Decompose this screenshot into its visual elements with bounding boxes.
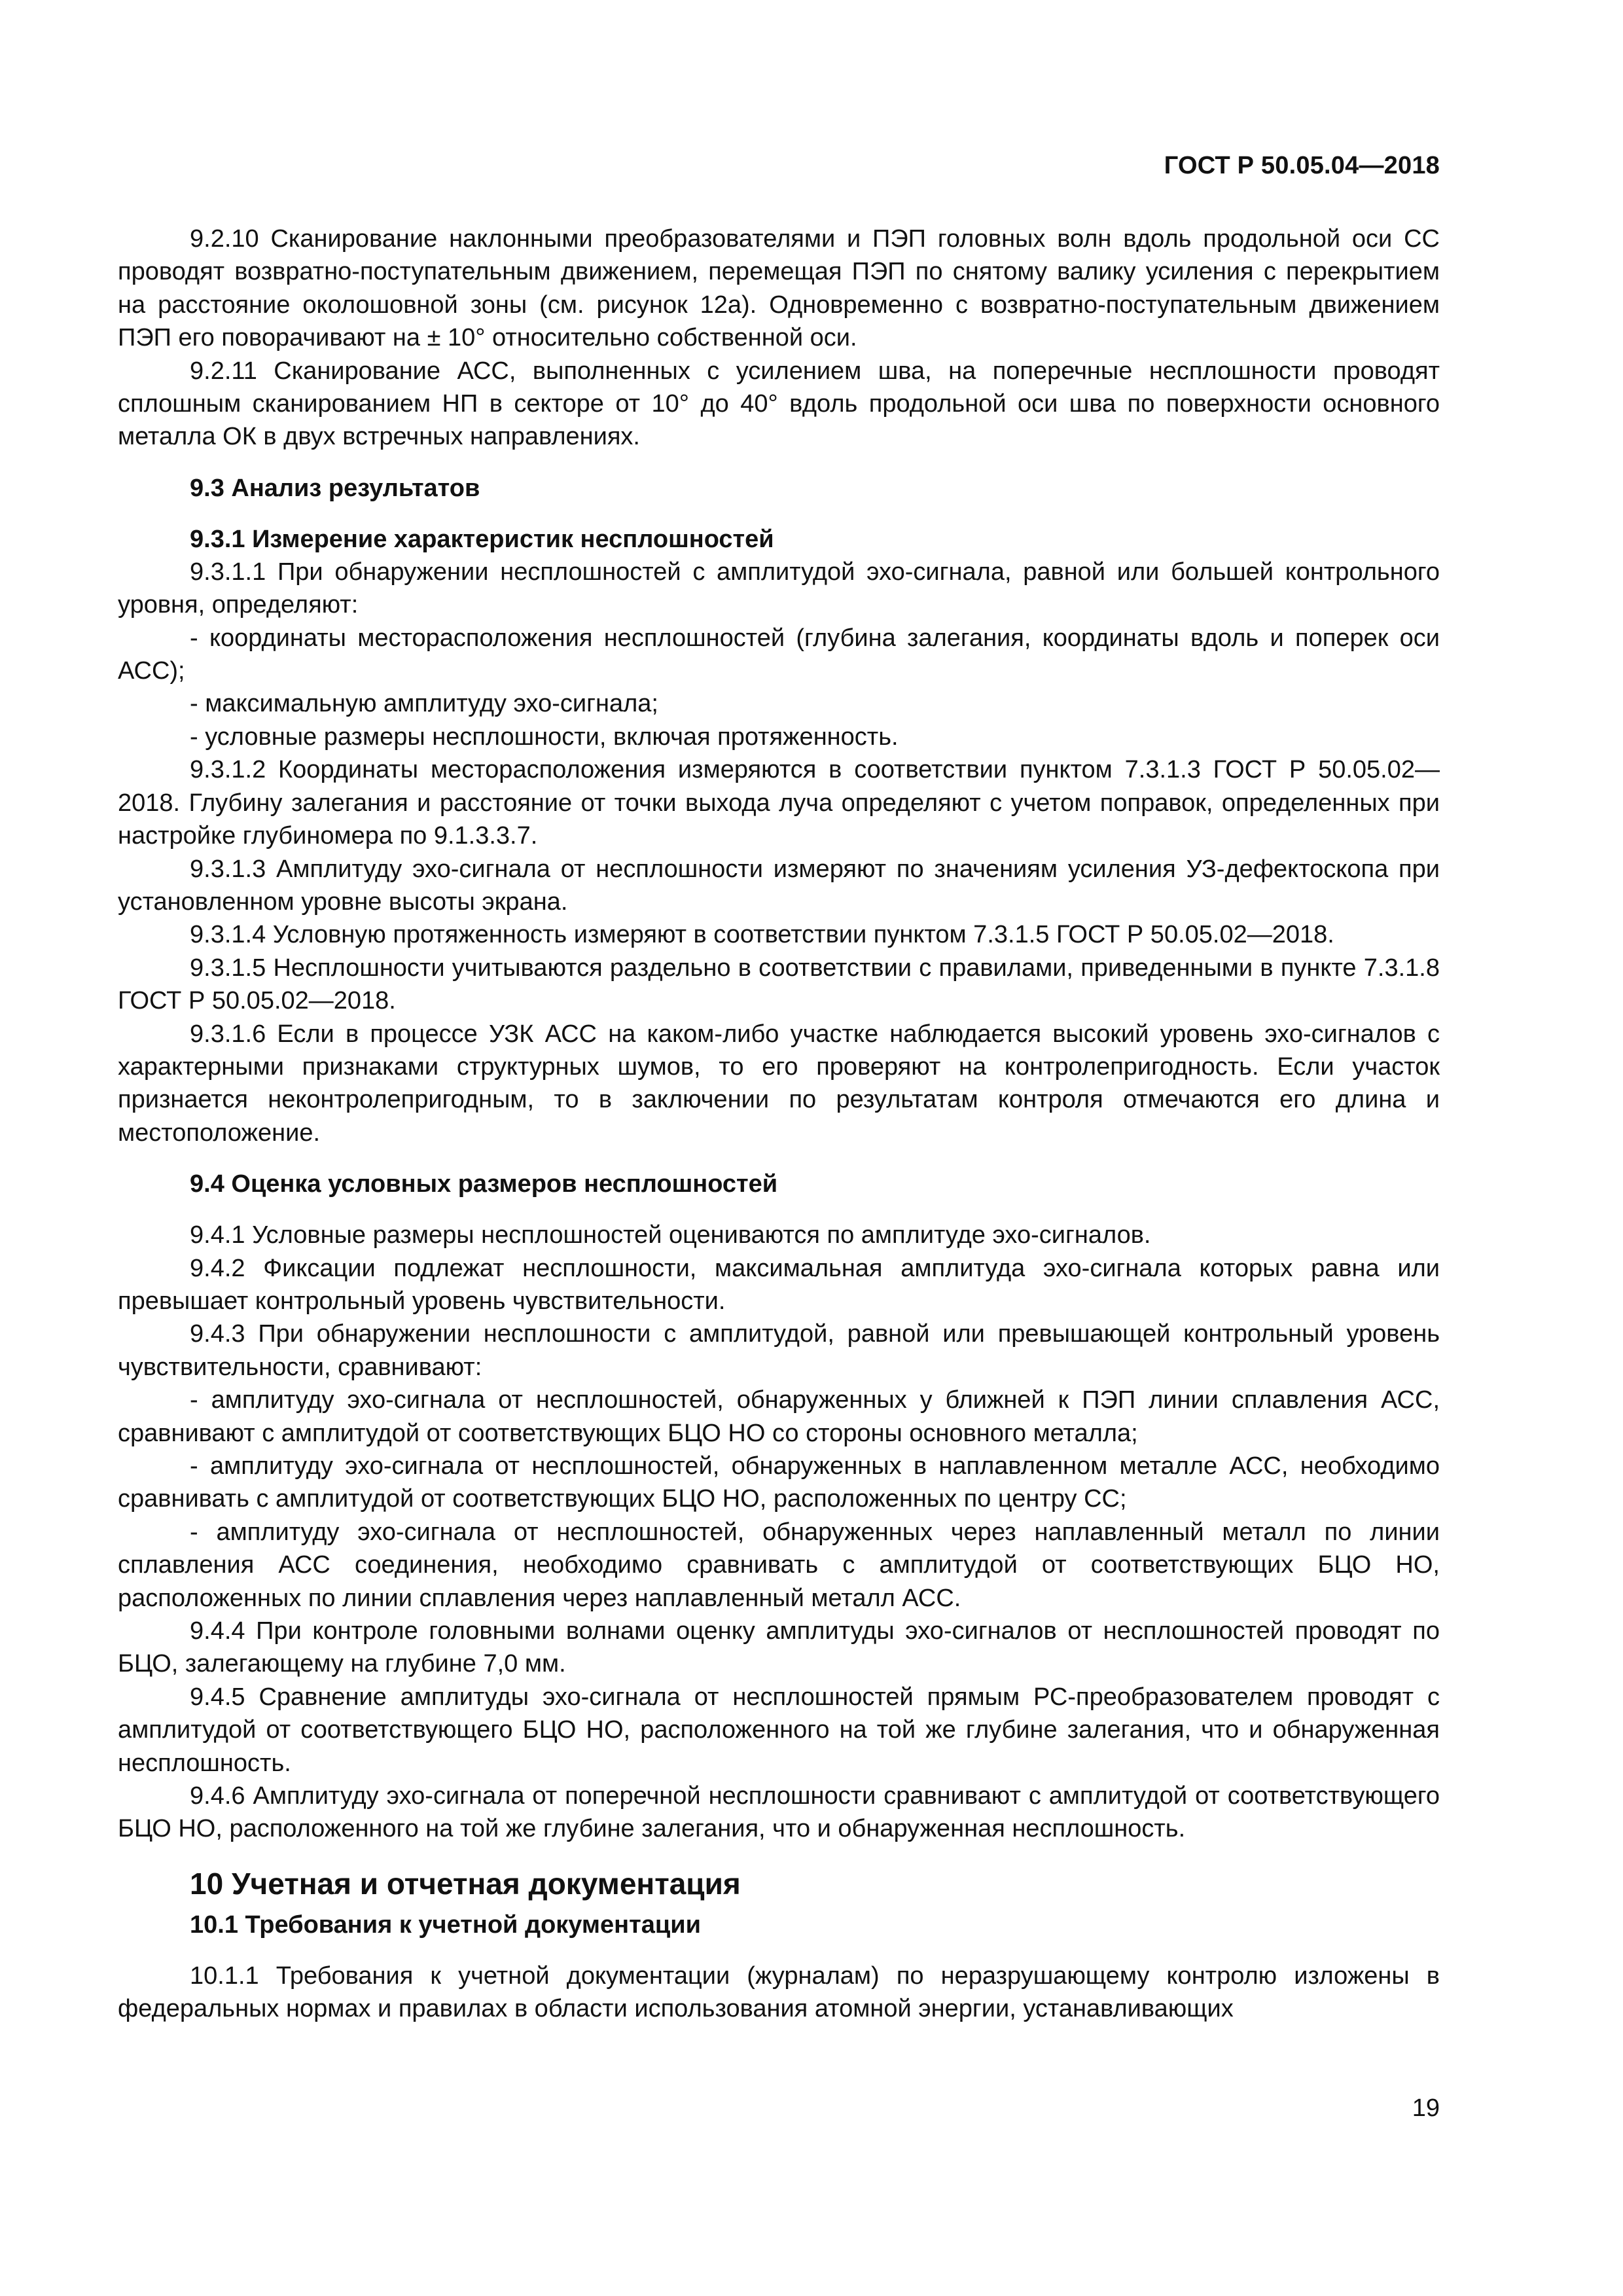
paragraph-9-4-2: 9.4.2 Фиксации подлежат несплошности, максимальная амплитуда эхо-сигнала которых равна или превышает контрольный уровень чувствительности. <box>118 1254 1440 1315</box>
list-item-through-deposited-metal: - амплитуду эхо-сигнала от несплошностей, обнаруженных через наплавленный металл по линии сплавления АСС соединения, необходимо сравнивать с амплитудой от соответствующих БЦО НО, расположенных по линии сплавления через наплавленный металл АСС. <box>118 1518 1440 1612</box>
spacer <box>118 1200 1440 1219</box>
chapter-heading-10: 10 Учетная и отчетная документация <box>190 1866 741 1901</box>
section-heading-10-1: 10.1 Требования к учетной документации <box>190 1910 701 1939</box>
section-heading-9-3: 9.3 Анализ результатов <box>190 474 480 502</box>
paragraph-10-1-1: 10.1.1 Требования к учетной документации (журналам) по неразрушающему контролю изложены в федеральных нормах и правилах в области использования атомной энергии, устанавливающих <box>118 1962 1440 2023</box>
page-number: 19 <box>1412 2094 1440 2122</box>
list-item-near-fusion-line: - амплитуду эхо-сигнала от несплошностей, обнаруженных у ближней к ПЭП линии сплавления АСС, сравнивают с амплитудой от соответствующих БЦО НО со стороны основного металла; <box>118 1386 1440 1447</box>
paragraph-9-4-5: 9.4.5 Сравнение амплитуды эхо-сигнала от несплошностей прямым РС-преобразователем проводят с амплитудой от соответствующего БЦО НО, расположенного на той же глубине залегания, что и обнаруженная несплошность. <box>118 1683 1440 1777</box>
paragraph-9-3-1-6: 9.3.1.6 Если в процессе УЗК АСС на каком-либо участке наблюдается высокий уровень эхо-сигналов с характерными признаками структурных шумов, то его проверяют на контролепригодность. Если участок признается неконтролепригодным, то в заключении по результатам контроля отмечаются его длина и местоположение. <box>118 1020 1440 1147</box>
paragraph-9-4-6: 9.4.6 Амплитуду эхо-сигнала от поперечной несплошности сравнивают с амплитудой от соответствующего БЦО НО, расположенного на той же глубине залегания, что и обнаруженная несплошность. <box>118 1782 1440 1843</box>
spacer <box>118 1903 1440 1909</box>
list-item-deposited-metal: - амплитуду эхо-сигнала от несплошностей, обнаруженных в наплавленном металле АСС, необходимо сравнивать с амплитудой от соответствующих БЦО НО, расположенных по центру СС; <box>118 1452 1440 1513</box>
paragraph-9-3-1-1: 9.3.1.1 При обнаружении несплошностей с амплитудой эхо-сигнала, равной или большей контрольного уровня, определяют: <box>118 558 1440 619</box>
section-heading-9-4: 9.4 Оценка условных размеров несплошностей <box>190 1170 778 1198</box>
list-item-max-amplitude: - максимальную амплитуду эхо-сигнала; <box>190 690 658 718</box>
paragraph-9-3-1-4: 9.3.1.4 Условную протяженность измеряют в соответствии пунктом 7.3.1.5 ГОСТ Р 50.05.02—2018. <box>190 921 1334 949</box>
paragraph-9-2-11: 9.2.11 Сканирование АСС, выполненных с усилением шва, на поперечные несплошности проводят сплошным сканированием НП в секторе от 10° до 40° вдоль продольной оси шва по поверхности основного металла ОК в двух встречных направлениях. <box>118 357 1440 451</box>
paragraph-9-3-1-2: 9.3.1.2 Координаты месторасположения измеряются в соответствии пунктом 7.3.1.3 ГОСТ Р 50.05.02—2018. Глубину залегания и расстояние от точки выхода луча определяют с учетом поправок, определенных при настройке глубиномера по 9.1.3.3.7. <box>118 756 1440 850</box>
list-item-coordinates: - координаты месторасположения несплошностей (глубина залегания, координаты вдоль и поперек оси АСС); <box>118 624 1440 685</box>
document-body <box>118 223 1440 2026</box>
paragraph-9-3-1-5: 9.3.1.5 Несплошности учитываются раздельно в соответствии с правилами, приведенными в пункте 7.3.1.8 ГОСТ Р 50.05.02—2018. <box>118 954 1440 1015</box>
paragraph-9-4-1: 9.4.1 Условные размеры несплошностей оцениваются по амплитуде эхо-сигналов. <box>190 1221 1151 1249</box>
spacer <box>118 1149 1440 1168</box>
spacer <box>118 454 1440 472</box>
paragraph-9-4-3: 9.4.3 При обнаружении несплошности с амплитудой, равной или превышающей контрольный уровень чувствительности, сравнивают: <box>118 1320 1440 1381</box>
spacer <box>118 1941 1440 1960</box>
list-item-conditional-sizes: - условные размеры несплошности, включая протяженность. <box>190 723 899 751</box>
paragraph-9-4-4: 9.4.4 При контроле головными волнами оценку амплитуды эхо-сигналов от несплошностей проводят по БЦО, залегающему на глубине 7,0 мм. <box>118 1617 1440 1678</box>
document-page <box>118 0 1440 2296</box>
spacer <box>118 1846 1440 1864</box>
paragraph-9-3-1-3: 9.3.1.3 Амплитуду эхо-сигнала от несплошности измеряют по значениям усиления УЗ-дефектоскопа при установленном уровне высоты экрана. <box>118 855 1440 916</box>
subsection-heading-9-3-1: 9.3.1 Измерение характеристик несплошностей <box>190 525 774 553</box>
document-code-header: ГОСТ Р 50.05.04—2018 <box>1164 152 1440 179</box>
paragraph-9-2-10: 9.2.10 Сканирование наклонными преобразователями и ПЭП головных волн вдоль продольной оси СС проводят возвратно-поступательным движением, перемещая ПЭП по снятому валику усиления с перекрытием на расстояние околошовной зоны (см. рисунок 12а). Одновременно с возвратно-поступательным движением ПЭП его поворачивают на ± 10° относительно собственной оси. <box>118 225 1440 352</box>
spacer <box>118 505 1440 523</box>
